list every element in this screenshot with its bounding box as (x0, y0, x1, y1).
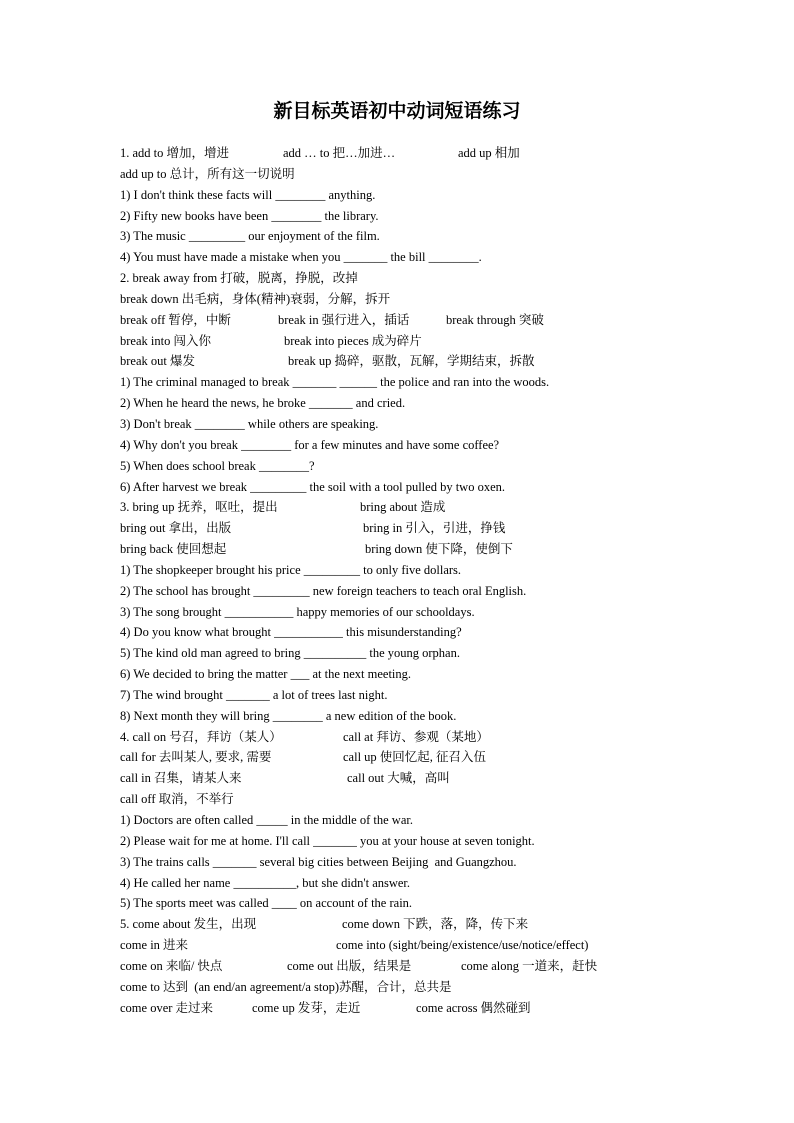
line-segment: 5) The kind old man agreed to bring __________ the young orphan. (120, 646, 460, 661)
text-line (120, 331, 640, 352)
text-line (120, 998, 640, 1019)
line-segment: come up 发芽，走近 (252, 1000, 361, 1015)
line-segment: 5) When does school break ________? (120, 458, 315, 473)
text-line (120, 393, 640, 414)
line-segment: bring down 使下降，使倒下 (365, 542, 513, 557)
line-segment: add up 相加 (458, 146, 520, 160)
line-segment: 1) Doctors are often called _____ in the middle of the war. (120, 813, 413, 827)
line-segment: bring in 引入，引进，挣钱 (363, 521, 506, 536)
text-line (120, 685, 640, 706)
text-line (120, 977, 640, 998)
text-line (120, 435, 640, 456)
text-line (120, 164, 640, 185)
text-line (120, 602, 640, 623)
line-segment: 8) Next month they will bring ________ a new edition of the book. (120, 708, 457, 723)
line-segment: 2) Please wait for me at home. I'll call _______ you at your house at seven tonight. (120, 833, 535, 848)
text-line (120, 351, 640, 372)
line-segment: call off 取消，不举行 (120, 792, 234, 807)
line-segment: bring out 拿出，出版 (120, 521, 232, 536)
line-segment: come across 偶然碰到 (416, 1000, 531, 1015)
line-segment: come into (sight/being/existence/use/notice/effect) (336, 938, 589, 953)
text-line (120, 643, 640, 664)
text-line (120, 560, 640, 581)
text-line (120, 831, 640, 852)
line-segment: 6) After harvest we break _________ the soil with a tool pulled by two oxen. (120, 479, 505, 494)
text-line (120, 289, 640, 310)
text-line (120, 914, 640, 935)
line-segment: come in 进来 (120, 938, 189, 953)
line-segment: break down 出毛病，身体(精神)衰弱，分解，拆开 (120, 291, 391, 306)
line-segment: add … to 把…加进… (283, 146, 396, 160)
line-segment: 2) When he heard the news, he broke _______ and cried. (120, 396, 406, 411)
text-line (120, 956, 640, 977)
line-segment: break off 暂停，中断 (120, 312, 231, 327)
text-line (120, 622, 640, 643)
line-segment: 5) The sports meet was called ____ on account of the rain. (120, 896, 413, 911)
text-line (120, 539, 640, 560)
line-segment: 7) The wind brought _______ a lot of trees last night. (120, 687, 388, 702)
line-segment: break into 闯入你 (120, 333, 211, 348)
line-segment: 2. break away from 打破，脱离，挣脱，改掉 (120, 271, 358, 286)
line-segment: bring about 造成 (360, 500, 446, 515)
line-segment: 4) You must have made a mistake when you _______ the bill ________. (120, 250, 482, 265)
line-segment: 3. bring up 抚养，呕吐，提出 (120, 500, 278, 515)
text-line (120, 935, 640, 956)
line-segment: 5. come about 发生，出现 (120, 917, 257, 932)
line-segment: 4) Do you know what brought ___________ this misunderstanding? (120, 625, 462, 640)
text-line (120, 372, 640, 393)
text-line (120, 206, 640, 227)
text-line (120, 664, 640, 685)
line-segment: come on 来临/ 快点 (120, 958, 223, 973)
line-segment: break up 捣碎，驱散，瓦解，学期结束，拆散 (288, 354, 535, 369)
text-line (120, 477, 640, 498)
line-segment: come down 下跌，落，降，传下来 (342, 917, 529, 932)
line-segment: 2) The school has brought _________ new foreign teachers to teach oral English. (120, 583, 527, 598)
line-segment: 1. add to 增加，增进 (120, 146, 230, 160)
line-segment: 1) The criminal managed to break _______ ______ the police and ran into the woods. (120, 375, 550, 390)
line-segment: 6) We decided to bring the matter ___ at the next meeting. (120, 667, 412, 682)
text-line (120, 247, 640, 268)
text-line (120, 310, 640, 331)
text-line (120, 810, 640, 831)
line-segment: break into pieces 成为碎片 (284, 333, 422, 348)
text-line (120, 581, 640, 602)
text-line (120, 789, 640, 810)
text-line (120, 456, 640, 477)
line-segment: call out 大喊，高叫 (347, 771, 450, 786)
line-segment: 2) Fifty new books have been ________ the library. (120, 208, 379, 223)
line-segment: come to 达到 (an end/an agreement/a stop)苏醒，合计，总共是 (120, 979, 452, 994)
line-segment: 3) Don't break ________ while others are speaking. (120, 416, 379, 431)
line-segment: 3) The trains calls _______ several big cities between Beijing and Guangzhou. (120, 854, 517, 869)
text-line (120, 747, 640, 768)
line-segment: call up 使回忆起, 征召入伍 (343, 750, 487, 765)
exercise-content (120, 143, 640, 1018)
text-line (120, 706, 640, 727)
page-title: 新目标英语初中动词短语练习 (273, 100, 521, 122)
text-line (120, 852, 640, 873)
line-segment: bring back 使回想起 (120, 542, 227, 557)
line-segment: 1) The shopkeeper brought his price _________ to only five dollars. (120, 562, 462, 577)
text-line (120, 873, 640, 894)
text-line (120, 768, 640, 789)
line-segment: call for 去叫某人, 要求, 需要 (120, 750, 272, 765)
text-line (120, 143, 640, 164)
text-line (120, 226, 640, 247)
line-segment: 4. call on 号召，拜访（某人） (120, 729, 282, 744)
line-segment: add up to 总计，所有这一切说明 (120, 166, 295, 181)
line-segment: break out 爆发 (120, 354, 195, 369)
line-segment: 1) I don't think these facts will ________ anything. (120, 187, 376, 202)
line-segment: 4) Why don't you break ________ for a few minutes and have some coffee? (120, 437, 500, 452)
line-segment: call at 拜访、参观（某地） (343, 729, 489, 744)
text-line (120, 185, 640, 206)
text-line (120, 518, 640, 539)
line-segment: 3) The song brought ___________ happy memories of our schooldays. (120, 604, 475, 619)
line-segment: 4) He called her name __________, but she didn't answer. (120, 875, 411, 890)
line-segment: break in 强行进入，插话 (278, 312, 410, 327)
line-segment: come along 一道来，赶快 (461, 958, 598, 973)
text-line (120, 727, 640, 748)
text-line (120, 893, 640, 914)
line-segment: come over 走过来 (120, 1000, 214, 1015)
text-line (120, 414, 640, 435)
text-line (120, 497, 640, 518)
line-segment: call in 召集，请某人来 (120, 771, 242, 786)
line-segment: break through 突破 (446, 312, 544, 327)
line-segment: come out 出版，结果是 (287, 958, 412, 973)
line-segment: 3) The music _________ our enjoyment of the film. (120, 229, 380, 244)
text-line (120, 268, 640, 289)
